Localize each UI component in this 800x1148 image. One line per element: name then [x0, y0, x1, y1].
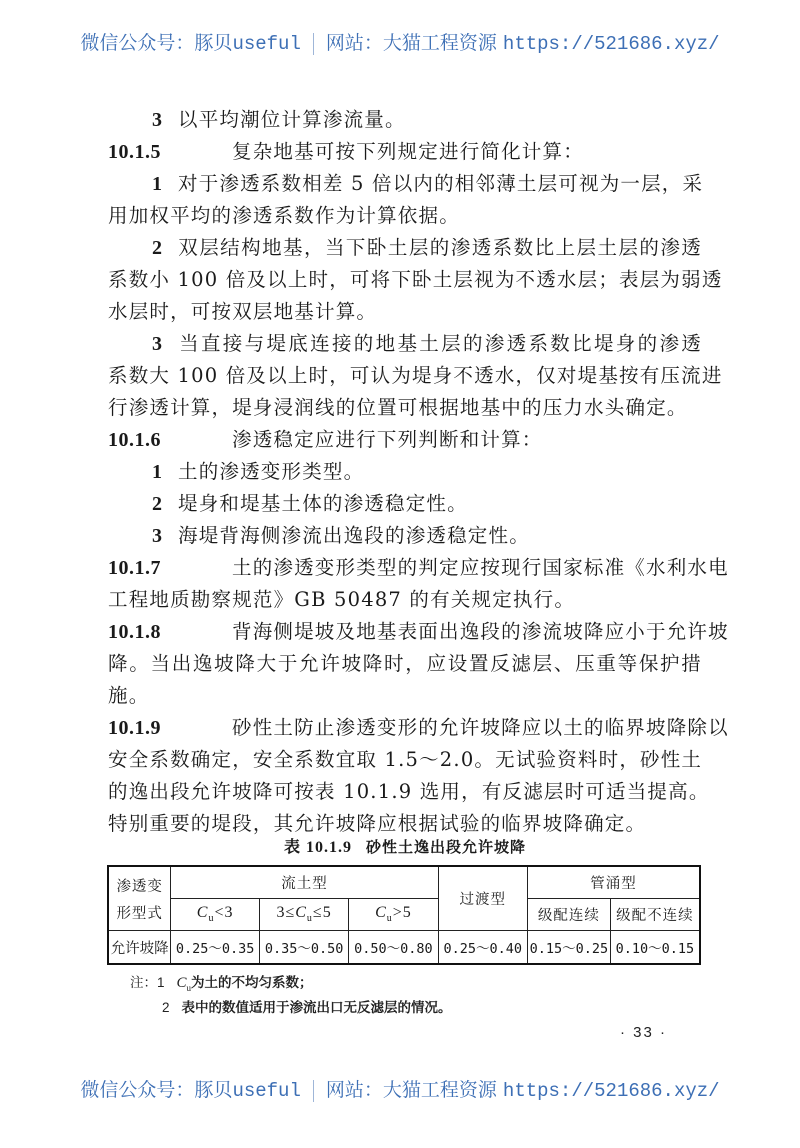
text-line	[108, 296, 702, 328]
clause-number: 10.1.8	[108, 621, 161, 643]
line-text: 背海侧堤坡及地基表面出逸段的渗流坡降应小于允许坡	[232, 620, 729, 643]
clause-number: 10.1.5	[108, 141, 161, 163]
clause-line	[108, 424, 702, 456]
list-item	[108, 104, 702, 136]
clause-line	[108, 712, 729, 744]
note-2: 2 表中的数值适用于渗流出口无反滤层的情况。	[162, 1000, 452, 1016]
line-text: 土的渗透变形类型。	[178, 460, 365, 483]
subheader-cu-3-to-5: $3\le C_u\le 5$	[259, 899, 348, 931]
line-text: 安全系数确定，安全系数宜取 1.5～2.0。无试验资料时，砂性土	[108, 748, 703, 771]
cell-value: 0.35～0.50	[259, 931, 348, 965]
line-text: 砂性土防止渗透变形的允许坡降应以土的临界坡降除以	[232, 716, 729, 739]
cell-value: 0.15～0.25	[527, 931, 610, 965]
line-text: 特别重要的堤段，其允许坡降应根据试验的临界坡降确定。	[108, 812, 647, 835]
text-line	[108, 264, 723, 296]
table-notes	[130, 970, 452, 1020]
item-number: 2	[152, 237, 164, 259]
text-line	[108, 200, 702, 232]
note-1: 注：1 $C_u$为土的不均匀系数；	[130, 975, 313, 993]
watermark-wechat-name: useful	[232, 33, 301, 55]
table-number: 表 10.1.9	[283, 839, 352, 856]
subheader-discontinuous: 级配不连续	[610, 899, 700, 931]
line-text: 行渗透计算，堤身浸润线的位置可根据地基中的压力水头确定。	[108, 396, 688, 419]
line-text: 降。当出逸坡降大于允许坡降时，应设置反滤层、压重等保护措	[108, 652, 702, 675]
header-liutu: 流土型	[171, 866, 438, 899]
watermark-wechat-name: useful	[232, 1080, 301, 1102]
line-text: 渗透稳定应进行下列判断和计算：	[232, 428, 543, 451]
watermark-site-label: 网站：大猫工程资源	[325, 32, 497, 54]
item-number: 3	[152, 333, 164, 355]
clause-line	[108, 616, 729, 648]
line-text: 系数小 100 倍及以上时，可将下卧土层视为不透水层；表层为弱透	[108, 268, 723, 291]
line-text: 水层时，可按双层地基计算。	[108, 300, 378, 323]
watermark-site-url[interactable]: https://521686.xyz/	[502, 33, 720, 55]
text-line	[108, 584, 702, 616]
list-item	[108, 168, 702, 200]
subheader-continuous: 级配连续	[527, 899, 610, 931]
line-text: 当直接与堤底连接的地基土层的渗透系数比堤身的渗透	[178, 332, 702, 355]
watermark-site-label: 网站：大猫工程资源	[325, 1079, 497, 1101]
line-text: 施。	[108, 684, 150, 707]
text-line	[108, 680, 702, 712]
line-text: 工程地质勘察规范》GB 50487 的有关规定执行。	[108, 588, 576, 611]
table-title: 砂性土逸出段允许坡降	[366, 838, 527, 856]
line-text: 双层结构地基，当下卧土层的渗透系数比上层土层的渗透	[178, 236, 702, 259]
list-item	[108, 488, 702, 520]
item-number: 3	[152, 109, 164, 131]
header-guanyong: 管涌型	[527, 866, 700, 899]
table-caption	[108, 834, 702, 857]
list-item	[108, 520, 702, 552]
subheader-cu-lt-3: $C_u<3$	[171, 899, 260, 931]
list-item	[108, 456, 702, 488]
clause-line	[108, 136, 702, 168]
page-number: · 33 ·	[620, 1024, 668, 1041]
allowable-gradient-table	[107, 865, 701, 965]
item-number: 1	[152, 173, 164, 195]
watermark-separator	[313, 33, 314, 55]
subheader-cu-gt-5: $C_u>5$	[349, 899, 438, 931]
row-label: 允许坡降	[108, 931, 171, 965]
text-line	[108, 648, 702, 680]
watermark-separator	[313, 1080, 314, 1102]
item-number: 2	[152, 493, 164, 515]
cell-value: 0.25～0.40	[438, 931, 527, 965]
text-line	[108, 776, 710, 808]
line-text: 的逸出段允许坡降可按表 10.1.9 选用，有反滤层时可适当提高。	[108, 780, 710, 803]
watermark-top	[0, 28, 800, 55]
clause-number: 10.1.6	[108, 429, 161, 451]
line-text: 土的渗透变形类型的判定应按现行国家标准《水利水电	[232, 556, 729, 579]
document-body	[108, 104, 729, 840]
watermark-site-url[interactable]: https://521686.xyz/	[502, 1080, 720, 1102]
cell-value: 0.50～0.80	[349, 931, 438, 965]
cell-value: 0.25～0.35	[171, 931, 260, 965]
line-text: 以平均潮位计算渗流量。	[178, 108, 406, 131]
item-number: 3	[152, 525, 164, 547]
clause-number: 10.1.9	[108, 717, 161, 739]
line-text: 堤身和堤基土体的渗透稳定性。	[178, 492, 468, 515]
list-item	[108, 232, 702, 264]
text-line	[108, 360, 723, 392]
text-line	[108, 744, 702, 776]
line-text: 系数大 100 倍及以上时，可认为堤身不透水，仅对堤基按有压流进	[108, 364, 723, 387]
list-item	[108, 328, 702, 360]
watermark-wechat-label: 微信公众号：豚贝	[80, 1079, 233, 1101]
table-row	[108, 931, 700, 965]
clause-number: 10.1.7	[108, 557, 161, 579]
text-line	[108, 392, 702, 424]
line-text: 对于渗透系数相差 5 倍以内的相邻薄土层可视为一层，采	[178, 172, 704, 195]
line-text: 复杂地基可按下列规定进行简化计算：	[232, 140, 584, 163]
line-text: 用加权平均的渗透系数作为计算依据。	[108, 204, 460, 227]
item-number: 1	[152, 461, 164, 483]
cell-value: 0.10～0.15	[610, 931, 700, 965]
clause-line	[108, 552, 729, 584]
table-row-header: 渗透变 形型式	[108, 866, 171, 931]
line-text: 海堤背海侧渗流出逸段的渗透稳定性。	[178, 524, 530, 547]
watermark-bottom	[0, 1075, 800, 1102]
header-guodu: 过渡型	[438, 866, 527, 931]
watermark-wechat-label: 微信公众号：豚贝	[80, 32, 233, 54]
